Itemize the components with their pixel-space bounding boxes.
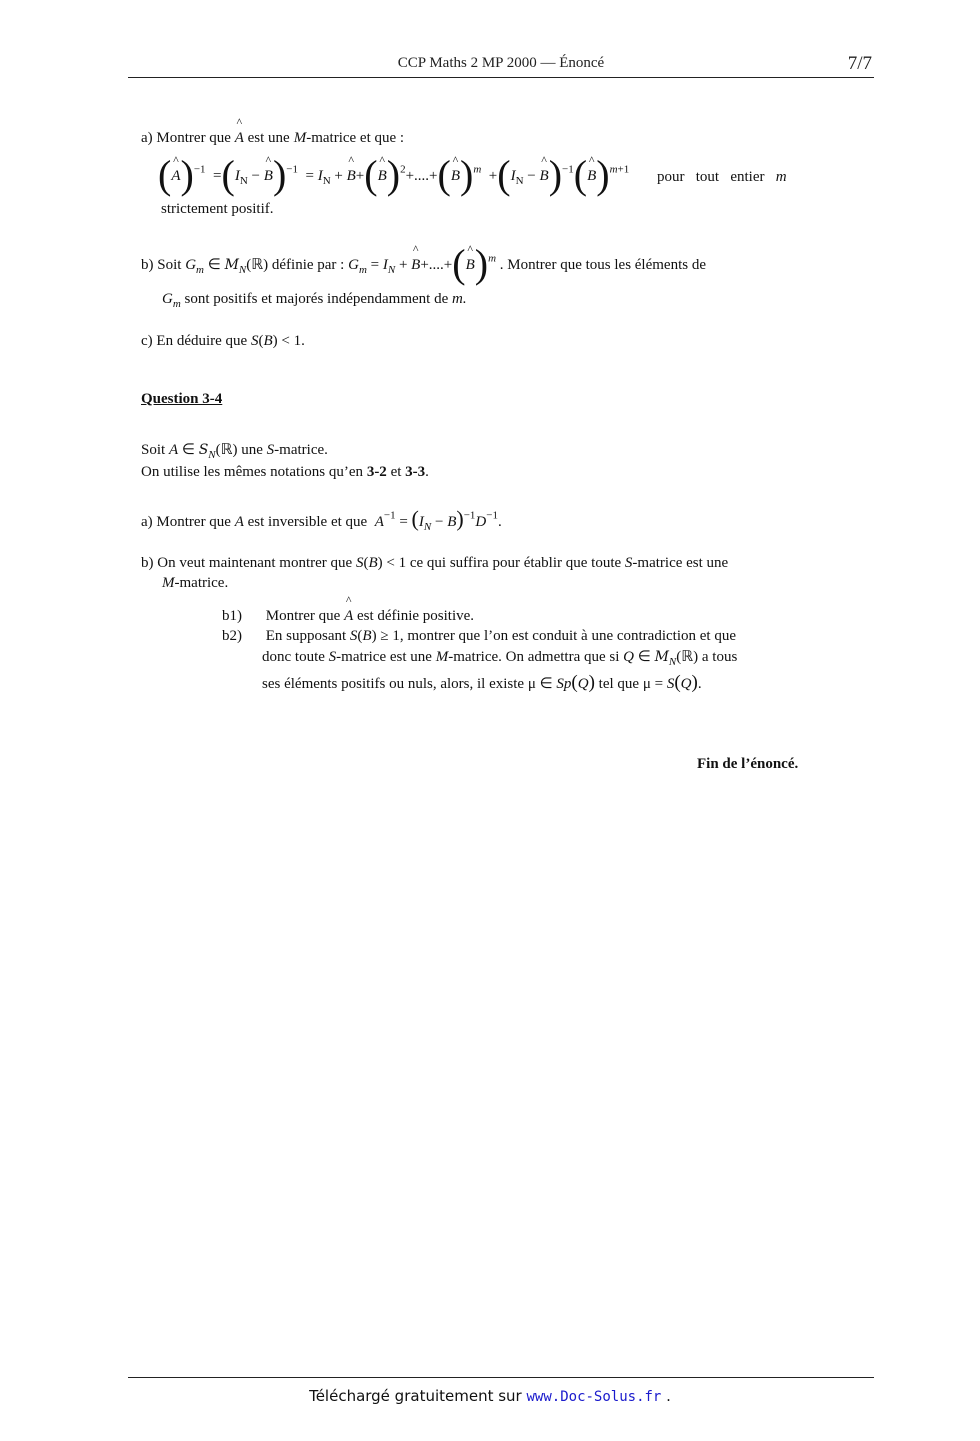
notation-ref1: 3-2 bbox=[366, 464, 387, 480]
part-b-line2: $G_m$ sont positifs et majorés indépendamment de m. bbox=[162, 291, 467, 310]
q-b2-line1-suffix: , montrer que l’on est conduit à une contradiction et que bbox=[399, 628, 736, 644]
notation-mid: et bbox=[390, 464, 402, 480]
notation-ref2: 3-3 bbox=[405, 464, 426, 480]
q-b1-prefix: Montrer que bbox=[265, 608, 341, 624]
question-intro-suffix: une bbox=[241, 442, 263, 458]
q-b2-line2: donc toute S-matrice est une M-matrice. On admettra que si Q ∈ $M_N(ℝ)$ a tous bbox=[262, 649, 738, 668]
q-b2-line2-prefix: donc toute bbox=[262, 649, 325, 665]
question-intro-mat: S bbox=[266, 442, 275, 458]
q-a-mid: est inversible et que bbox=[247, 514, 368, 530]
part-a-eq-tail-text: pour tout entier bbox=[657, 169, 765, 185]
a-hat-symbol-b1: ^ A bbox=[344, 606, 353, 626]
q-b2-line1: b2) En supposant S(B) ≥ 1, montrer que l’on est conduit à une contradiction et que bbox=[222, 628, 736, 644]
footer-divider bbox=[128, 1377, 874, 1378]
notation-prefix: On utilise les mêmes notations qu’en bbox=[141, 464, 364, 480]
part-b-defined: définie par : bbox=[271, 257, 345, 273]
part-a-label: a) bbox=[141, 130, 153, 146]
part-a-equation: (^ $A)^{-1} =(I_N$ − ^ $B)^{-1} = I_N$ + ^ B+(^ B)$^2$+....+(^ $B)^m +(I_N$ − ^ B)$^{-1}$(^ B)$^{m+1}$ bbox=[158, 166, 629, 186]
q-b1-suffix: est définie positive. bbox=[356, 608, 475, 624]
part-a-eq-var: m bbox=[775, 169, 787, 185]
q-b-line2-mat: M bbox=[162, 575, 175, 591]
q-b-line2-end: -matrice. bbox=[174, 575, 229, 591]
question-notation bbox=[141, 462, 429, 482]
q-a-prefix: Montrer que bbox=[156, 514, 231, 530]
page-number: 7/7 bbox=[847, 53, 872, 74]
question-heading: Question 3-4 bbox=[141, 391, 223, 407]
part-c-label: c) bbox=[141, 333, 153, 349]
part-c: c) En déduire que S(B) < 1. bbox=[141, 333, 305, 349]
part-b-prefix: Soit bbox=[157, 257, 182, 273]
notation-end: . bbox=[425, 464, 429, 480]
part-b-line2-text: sont positifs et majorés indépendamment de bbox=[184, 291, 449, 307]
part-b-suffix: . Montrer que tous les éléments de bbox=[499, 257, 706, 273]
q-b-end: -matrice est une bbox=[632, 555, 729, 571]
a-hat-symbol: ^ A bbox=[235, 128, 244, 148]
q-b2-label: b2) bbox=[222, 628, 242, 644]
q-a-label: a) bbox=[141, 514, 153, 530]
q-b2-line3-prefix: ses éléments positifs ou nuls, alors, il existe bbox=[262, 676, 525, 692]
part-a-eq-tail bbox=[657, 167, 787, 187]
q-b-line2 bbox=[162, 573, 228, 593]
q-b2-line3: ses éléments positifs ou nuls, alors, il existe μ ∈ Sp(Q) tel que μ = S(Q). bbox=[262, 672, 702, 693]
footer-text: Téléchargé gratuitement sur bbox=[309, 1387, 522, 1405]
part-b-label: b) bbox=[141, 257, 154, 273]
end-text: Fin de l’énoncé. bbox=[697, 756, 799, 772]
question-intro: Soit A ∈ $S_N(ℝ)$ une S-matrice. bbox=[141, 442, 328, 461]
q-b1-label: b1) bbox=[222, 608, 242, 624]
question-intro-end: -matrice. bbox=[274, 442, 328, 458]
footer-end: . bbox=[666, 1387, 671, 1405]
q-a: a) Montrer que A est inversible et que $A^{-1} = (I_N - B)^{-1}D^{-1}$. bbox=[141, 506, 502, 533]
part-a-intro bbox=[141, 128, 404, 148]
q-b2-line2-m: M bbox=[435, 649, 449, 665]
q-b-mid: ce qui suffira pour établir que toute bbox=[409, 555, 622, 571]
part-a-intro-prefix: Montrer que bbox=[156, 130, 231, 146]
part-a-continuation: strictement positif. bbox=[161, 201, 274, 217]
q-b2-line3-mid: tel que bbox=[598, 676, 640, 692]
q-b2-line1-prefix: En supposant bbox=[265, 628, 347, 644]
question-intro-prefix: Soit bbox=[141, 442, 166, 458]
page-footer bbox=[0, 1387, 980, 1405]
q-b1 bbox=[222, 606, 474, 626]
q-b2-line2-mid: -matrice est une bbox=[336, 649, 432, 665]
q-b2-line2-s: S bbox=[328, 649, 337, 665]
header-title: CCP Maths 2 MP 2000 — Énoncé bbox=[397, 55, 605, 71]
part-a-intro-mid: est une bbox=[247, 130, 290, 146]
q-b2-line2-tail: a tous bbox=[701, 649, 738, 665]
q-a-var: A bbox=[234, 514, 244, 530]
q-b2-line2-end: -matrice. On admettra que si bbox=[448, 649, 620, 665]
q-b-prefix: On veut maintenant montrer que bbox=[157, 555, 353, 571]
q-b-mat: S bbox=[624, 555, 633, 571]
part-b-line2-var: m. bbox=[452, 291, 467, 307]
part-a-intro-mat: M bbox=[293, 130, 307, 146]
footer-link[interactable]: www.Doc-Solus.fr bbox=[526, 1389, 662, 1405]
part-b-line1: b) Soit $G_m$ ∈ $M_N(ℝ)$ définie par : $G_m = I_N$ + ^ B+....+(^ B)$^m$ . Montrer que tous les éléments de bbox=[141, 255, 706, 275]
q-b-line1: b) On veut maintenant montrer que S(B) < 1 ce qui suffira pour établir que toute S-matrice est une bbox=[141, 555, 729, 571]
page-header bbox=[128, 55, 874, 78]
part-c-text: En déduire que bbox=[156, 333, 248, 349]
part-a-intro-suffix: -matrice et que : bbox=[306, 130, 405, 146]
q-b-label: b) bbox=[141, 555, 154, 571]
